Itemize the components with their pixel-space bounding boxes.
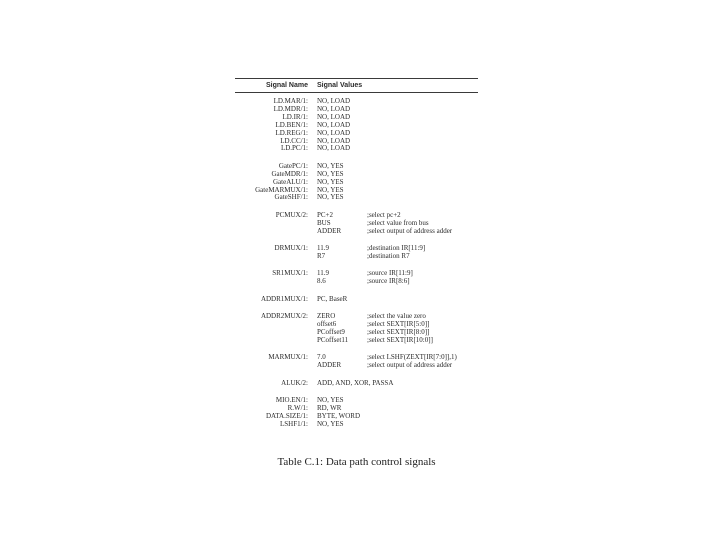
signal-name (235, 228, 312, 236)
table-row (235, 228, 478, 236)
signal-name (235, 278, 312, 286)
signal-value: 7.0 (317, 353, 326, 362)
signal-group (235, 296, 478, 304)
signal-group (235, 212, 478, 236)
table-row (235, 171, 478, 179)
signal-name (235, 220, 312, 228)
signal-value: NO, YES (317, 169, 344, 178)
signal-value: NO, LOAD (317, 136, 351, 145)
signal-value: 8.6 (317, 277, 326, 286)
table-row (235, 362, 478, 370)
signal-comment: ;select output of address adder (367, 361, 453, 370)
table-row (235, 270, 478, 278)
table-row (235, 337, 478, 345)
table-row (235, 138, 478, 146)
signal-name (235, 337, 312, 345)
signal-comment: ;destination R7 (367, 252, 410, 260)
signal-comment: ;select value from bus (367, 218, 429, 227)
signal-value: BUS (317, 218, 331, 227)
signal-name: PCMUX/2: (275, 210, 308, 219)
signal-name: GateSHF/1: (274, 193, 308, 202)
table-header (235, 79, 478, 92)
table-row (235, 145, 478, 153)
signal-group (235, 397, 478, 429)
header-signal-name: Signal Name (265, 82, 308, 89)
signal-group (235, 354, 478, 370)
signal-comment: ;destination IR[11:9] (367, 244, 426, 253)
signal-value: NO, LOAD (317, 128, 351, 137)
table-row (235, 329, 478, 337)
table-row (235, 397, 478, 405)
signal-value: NO, YES (317, 185, 344, 194)
signal-name: LD.REG/1: (275, 128, 308, 137)
signal-value: ADD, AND, XOR, PASSA (317, 378, 394, 387)
signal-comment: ;select SEXT[IR[5:0]] (367, 320, 430, 329)
signal-name: ALUK/2: (281, 378, 308, 387)
table-row (235, 122, 478, 130)
table-caption: Table C.1: Data path control signals (277, 456, 436, 468)
signal-name: R.W/1: (287, 403, 308, 412)
header-signal-values: Signal Values (317, 82, 363, 89)
signal-name: LD.CC/1: (280, 136, 308, 145)
signal-value: NO, YES (317, 161, 344, 170)
signal-name: SR1MUX/1: (272, 269, 308, 278)
signal-value: R7 (317, 252, 326, 260)
signal-comment: ;select output of address adder (367, 226, 453, 235)
control-signals-table (235, 78, 478, 468)
signal-name: MIO.EN/1: (275, 395, 308, 404)
signal-name: ADDR2MUX/2: (260, 312, 308, 321)
signal-value: NO, LOAD (317, 144, 351, 153)
table-row (235, 321, 478, 329)
table-row (235, 187, 478, 195)
signal-name (235, 362, 312, 370)
table-row (235, 106, 478, 114)
signal-value: NO, LOAD (317, 112, 351, 121)
signal-value: PCoffset11 (317, 335, 349, 344)
signal-comment: ;select SEXT[IR[10:0]] (367, 335, 433, 344)
signal-group (235, 163, 478, 203)
signal-name: LSHF1/1: (279, 419, 308, 428)
signal-value: NO, YES (317, 419, 344, 428)
table-row (235, 212, 478, 220)
signal-value: NO, YES (317, 395, 344, 404)
table-row (235, 278, 478, 286)
signal-comment: ;select the value zero (367, 312, 426, 321)
signal-name: DATA.SIZE/1: (265, 411, 308, 420)
signal-value: ZERO (317, 312, 336, 321)
signal-name: MARMUX/1: (268, 353, 308, 362)
signal-group (235, 313, 478, 345)
signal-value: BYTE, WORD (317, 411, 361, 420)
table-row (235, 98, 478, 106)
signal-value: ADDER (317, 361, 342, 370)
signal-group (235, 380, 478, 388)
signal-value: NO, LOAD (317, 97, 351, 105)
signal-name (235, 329, 312, 337)
signal-name: GateMARMUX/1: (255, 185, 308, 194)
signal-value: PCoffset9 (317, 327, 345, 336)
table-row (235, 114, 478, 122)
signal-value: NO, YES (317, 177, 344, 186)
signal-value: ADDER (317, 226, 342, 235)
signal-name: LD.BEN/1: (275, 120, 308, 129)
table-row (235, 413, 478, 421)
signal-group (235, 98, 478, 153)
signal-value: 11.9 (317, 244, 329, 253)
signal-value: NO, LOAD (317, 120, 351, 129)
table-row (235, 245, 478, 253)
signal-value: NO, LOAD (317, 104, 351, 113)
table-row (235, 313, 478, 321)
signal-name (235, 321, 312, 329)
table-row (235, 380, 478, 388)
table-row (235, 194, 478, 202)
table-row (235, 253, 478, 261)
signal-comment: ;select LSHF(ZEXT[IR[7:0]],1) (367, 353, 457, 362)
signal-name: GateALU/1: (273, 177, 308, 186)
table-body (235, 93, 478, 429)
signal-value: PC, BaseR (317, 294, 348, 303)
signal-name: LD.MAR/1: (273, 97, 308, 105)
table-row (235, 296, 478, 304)
signal-comment: ;select pc+2 (367, 210, 401, 219)
table-row (235, 421, 478, 429)
signal-value: offset6 (317, 320, 337, 329)
signal-comment: ;source IR[11:9] (367, 269, 413, 278)
signal-comment: ;source IR[8:6] (367, 277, 410, 286)
signal-name (235, 253, 312, 261)
signal-name: LD.IR/1: (282, 112, 308, 121)
signal-name: DRMUX/1: (274, 244, 308, 253)
signal-group (235, 270, 478, 286)
signal-value: NO, YES (317, 193, 344, 202)
signal-name: GatePC/1: (278, 161, 308, 170)
signal-name: LD.PC/1: (280, 144, 308, 153)
signal-comment: ;select SEXT[IR[8:0]] (367, 327, 430, 336)
signal-group (235, 245, 478, 261)
signal-name: LD.MDR/1: (273, 104, 308, 113)
table-row (235, 130, 478, 138)
signal-value: PC+2 (317, 210, 334, 219)
signal-value: 11.9 (317, 269, 329, 278)
signal-value: RD, WR (317, 403, 342, 412)
signal-name: GateMDR/1: (271, 169, 308, 178)
signal-name: ADDR1MUX/1: (260, 294, 308, 303)
